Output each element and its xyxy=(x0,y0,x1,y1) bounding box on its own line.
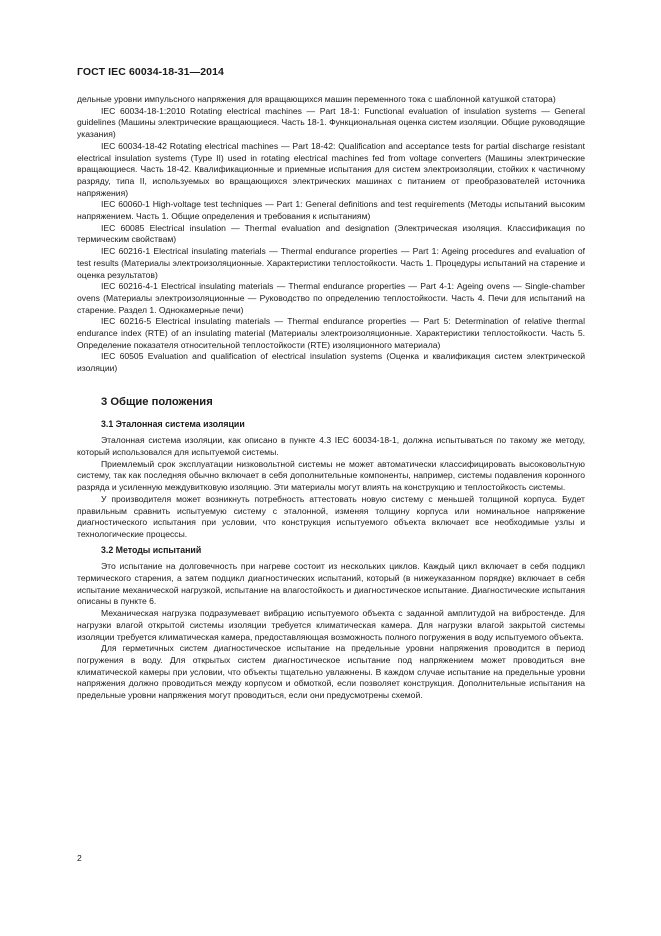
reference-item: IEC 60216-5 Electrical insulating materials — Thermal endurance properties — Part 5: Determination of relative thermal endurance index (RTE) of an insulating material (Материалы электроизоляционные. Характеристики теплостойкости. Часть 5. Определение показателя относительной теплостойкости (RTE) изоляционного материала) xyxy=(77,316,585,350)
paragraph: Эталонная система изоляции, как описано в пункте 4.3 IEC 60034-18-1, должна испытываться по такому же методу, который использовался для испытуемой системы. xyxy=(77,435,585,457)
subsection-title: 3.2 Методы испытаний xyxy=(101,544,202,555)
reference-item: IEC 60216-4-1 Electrical insulating materials — Thermal endurance properties — Part 4-1: Ageing ovens — Single-chamber ovens (Материалы электроизоляционные — Руководство по определению теплостойкости. Часть 4. Печи для испытаний на старение. Раздел 1. Однокамерные печи) xyxy=(77,281,585,315)
reference-item: IEC 60060-1 High-voltage test techniques — Part 1: General definitions and test requirements (Методы испытаний высоким напряжением. Часть 1. Общие определения и требования к испытаниям) xyxy=(77,199,585,222)
reference-item: IEC 60034-18-42 Rotating electrical machines — Part 18-42: Qualification and acceptance tests for partial discharge resistant electrical insulation systems (Type II) used in rotating electrical machines fed from voltage converters (Машины электрические вращающиеся. Часть 18-42. Квалификационные и приемные испытания для систем электроизоляции, стойких к частичному разряду, типа II, используемых во вращающихся электрических машинах с питанием от преобразователей источника напряжения) xyxy=(77,140,585,198)
document-body xyxy=(77,94,585,702)
reference-continuation: дельные уровни импульсного напряжения для вращающихся машин переменного тока с шаблонной катушкой статора) xyxy=(77,94,556,104)
reference-item: IEC 60085 Electrical insulation — Thermal evaluation and designation (Электрическая изоляция. Классификация по термическим свойствам) xyxy=(77,222,585,245)
paragraph: Это испытание на долговечность при нагреве состоит из нескольких циклов. Каждый цикл включает в себя подцикл термического старения, а затем подцикл диагностических испытаний, который (в нижеуказанном порядке) включает в себя испытание механической нагрузкой, испытание на влагостойкость и диагностическое испытание. Диагностические испытания описаны в пункте 6. xyxy=(77,561,585,607)
reference-item: IEC 60505 Evaluation and qualification of electrical insulation systems (Оценка и квалификация систем электрической изоляции) xyxy=(77,351,585,374)
reference-item: IEC 60034-18-1:2010 Rotating electrical machines — Part 18-1: Functional evaluation of insulation systems — General guidelines (Машины электрические вращающиеся. Часть 18-1. Функциональная оценка систем изоляции. Общие руководящие указания) xyxy=(77,105,585,140)
section-title: 3 Общие положения xyxy=(101,395,213,408)
page-number: 2 xyxy=(77,853,82,863)
paragraph: Механическая нагрузка подразумевает вибрацию испытуемого объекта с заданной амплитудой на вибростенде. Для нагрузки влагой открытой системы изоляции требуется климатическая камера. Для нагрузки влагой закрытой системы изоляции требуется климатическая камера, предоставляющая возможность полного погружения в воду испытуемого объекта. xyxy=(77,608,585,642)
paragraph: У производителя может возникнуть потребность аттестовать новую систему с меньшей толщиной корпуса. Будет правильным сравнить испытуемую систему с эталонной, изменяя толщину корпуса или номинальное напряжение диагностического испытания при условии, что конструкция испытуемого объекта включает все необходимые узлы и технологические процессы. xyxy=(77,493,585,539)
paragraph: Приемлемый срок эксплуатации низковольтной системы не может автоматически классифицировать высоковольтную систему, так как последняя обычно включает в себя дополнительные компоненты, например, системы подавления коронного разряда и усиленную междувитковую изоляцию. Эти материалы могут влиять на конструкцию и теплостойкость системы. xyxy=(77,458,585,493)
reference-item: IEC 60216-1 Electrical insulating materials — Thermal endurance properties — Part 1: Ageing procedures and evaluation of test results (Материалы электроизоляционные. Характеристики теплостойкости. Часть 1. Процедуры испытаний на старение и оценка результатов) xyxy=(77,246,585,280)
paragraph: Для герметичных систем диагностическое испытание на предельные уровни напряжения проводится в период погружения в воду. Для открытых систем диагностическое испытание под напряжением может проводиться вне климатической камеры при условии, что объекты тщательно увлажнены. В каждом случае испытание на предельные уровни напряжения должно проводиться между корпусом и обмоткой, если позволяет конструкция. Дополнительные испытания на предельные уровни напряжения могут проводиться, если они предусмотрены схемой. xyxy=(77,643,585,701)
subsection-title: 3.1 Эталонная система изоляции xyxy=(101,418,245,429)
document-header: ГОСТ IEC 60034-18-31—2014 xyxy=(77,66,224,78)
